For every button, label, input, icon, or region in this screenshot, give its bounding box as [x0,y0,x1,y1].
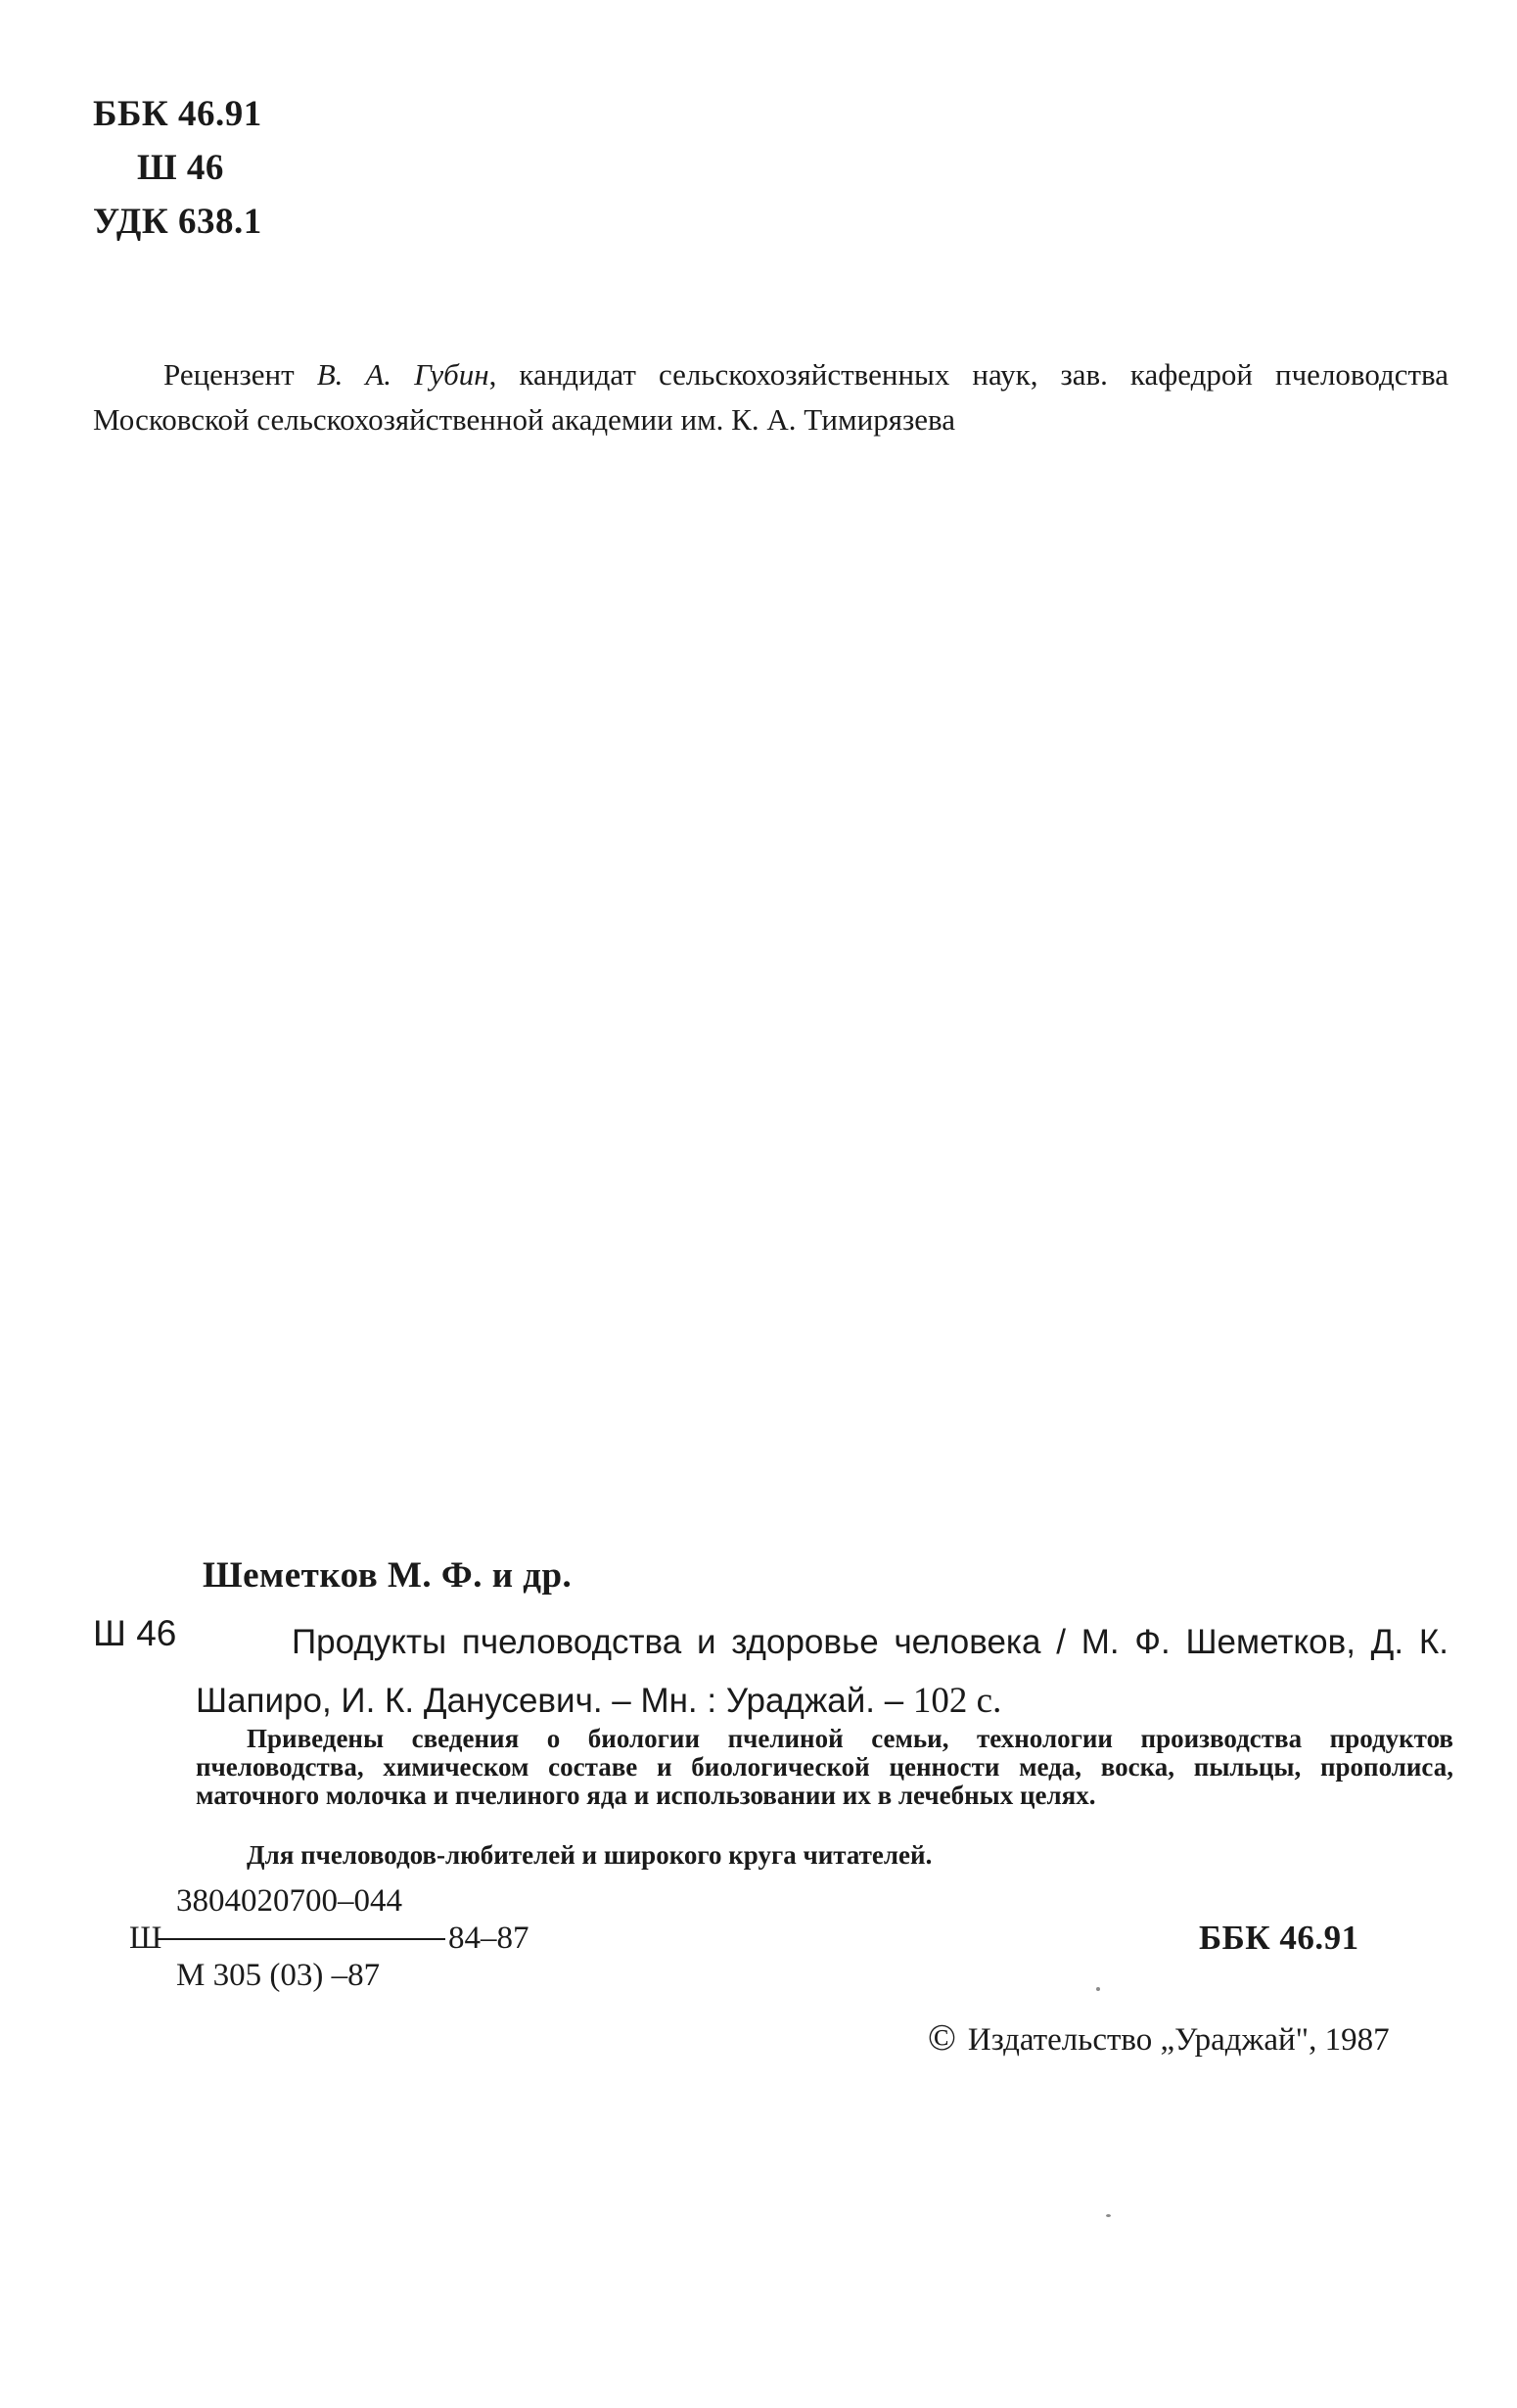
reviewer-paragraph [93,352,1448,442]
index-fraction-rule [157,1938,445,1940]
catalog-audience: Для пчеловодов-любителей и широкого круга читателей. [247,1840,933,1870]
scan-speck [1096,1987,1100,1991]
reviewer-details: , кандидат сельскохозяйственных наук, зав. кафедрой пчеловодства Московской сельскохозяйственной академии им. К. А. Тимирязева [93,357,1449,437]
index-denominator: М 305 (03) –87 [176,1958,381,1993]
index-suffix: 84–87 [448,1921,529,1956]
copyright-line [928,2016,1390,2060]
index-numerator: 3804020700–044 [176,1883,402,1919]
catalog-author-heading: Шеметков М. Ф. и др. [203,1555,573,1596]
catalog-code: Ш 46 [93,1613,177,1653]
reviewer-name: В. А. Губин [316,357,489,392]
catalog-bbk: ББК 46.91 [1199,1919,1359,1957]
catalog-title-text: Продукты пчеловодства и здоровье человека / М. Ф. Шеметков, Д. К. Шапиро, И. К. Данусевич. – Мн. : Ураджай. – [196,1623,1448,1720]
reviewer-prefix: Рецензент [163,357,317,392]
scan-speck [1106,2214,1111,2217]
copyright-text: Издательство „Ураджай", 1987 [967,2022,1390,2058]
catalog-pages: 102 с. [912,1681,1002,1721]
catalog-title-description [196,1613,1448,1731]
index-prefix: Ш [129,1921,162,1956]
bbk-classification: ББК 46.91 [93,94,262,134]
copyright-icon: © [928,2017,956,2059]
catalog-annotation: Приведены сведения о биологии пчелиной семьи, технологии производства продуктов пчеловодства, химическом составе и биологической ценности меда, воска, пыльцы, прополиса, маточного молочка и пчелиного яда и использовании их в лечебных целях. [196,1724,1453,1810]
udk-classification: УДК 638.1 [93,202,262,242]
author-mark: Ш 46 [137,148,224,188]
